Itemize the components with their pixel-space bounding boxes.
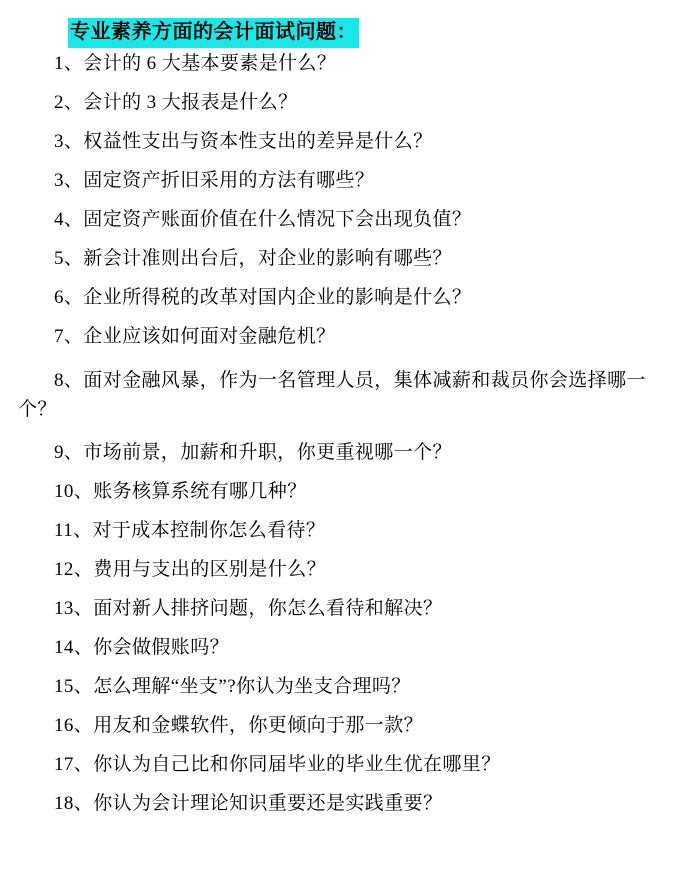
list-item: 10、账务核算系统有哪几种？	[54, 480, 307, 502]
list-item: 1、会计的 6 大基本要素是什么？	[54, 53, 337, 74]
list-item: 11、对于成本控制你怎么看待？	[54, 519, 326, 541]
list-item: 16、用友和金蝶软件，你更倾向于那一款？	[54, 714, 424, 736]
list-item: 6、企业所得税的改革对国内企业的影响是什么？	[54, 287, 472, 308]
list-item: 3、权益性支出与资本性支出的差异是什么？	[54, 131, 433, 152]
list-item: 9、市场前景，加薪和升职，你更重视哪一个？	[54, 441, 452, 463]
page-title: 专业素养方面的会计面试问题：	[68, 18, 359, 48]
list-item: 18、你认为会计理论知识重要还是实践重要？	[54, 792, 443, 814]
list-item: 17、你认为自己比和你同届毕业的毕业生优在哪里？	[54, 753, 501, 775]
question-list	[18, 54, 656, 813]
list-item: 7、企业应该如何面对金融危机？	[54, 326, 336, 347]
list-item: 12、费用与支出的区别是什么？	[54, 558, 327, 580]
list-item: 2、会计的 3 大报表是什么？	[54, 92, 298, 113]
list-item: 4、固定资产账面价值在什么情况下会出现负值？	[54, 209, 472, 230]
list-item: 8、面对金融风暴，作为一名管理人员，集体减薪和裁员你会选择哪一个？	[18, 370, 646, 421]
document-title-row	[18, 18, 656, 54]
list-item: 15、怎么理解“坐支”?你认为坐支合理吗？	[54, 675, 411, 697]
list-item: 3、固定资产折旧采用的方法有哪些？	[54, 170, 375, 191]
list-item: 5、新会计准则出台后，对企业的影响有哪些？	[54, 248, 452, 269]
list-item: 14、你会做假账吗？	[54, 636, 230, 658]
list-item: 13、面对新人排挤问题，你怎么看待和解决？	[54, 597, 443, 619]
